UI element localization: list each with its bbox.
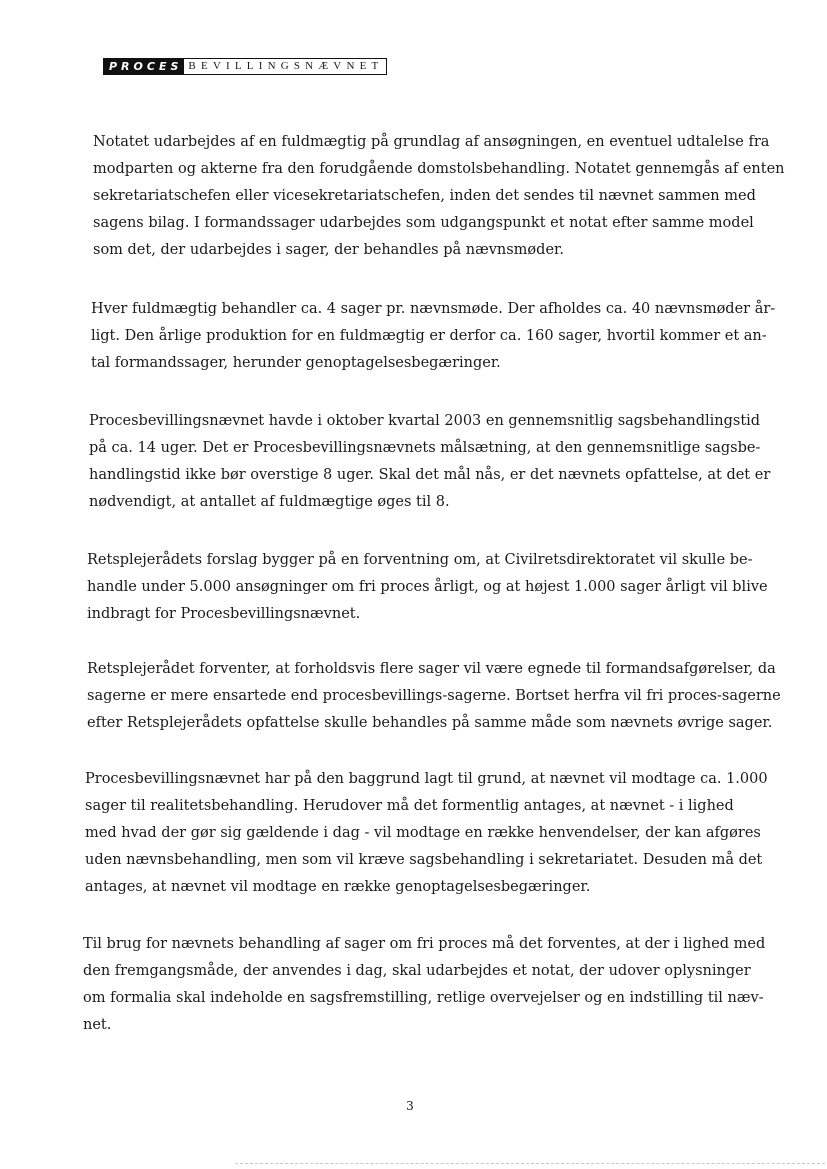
- text-line: Procesbevillingsnævnet havde i oktober kvartal 2003 en gennemsnitlig sagsbehandlingstid: [89, 413, 761, 429]
- scan-artifact-line: [235, 1163, 825, 1164]
- paragraph-sagsbehandlingstid: [89, 408, 770, 516]
- text-line: om formalia skal indeholde en sagsfremstilling, retlige overvejelser og en indstilling til næv-: [83, 990, 764, 1006]
- text-line: den fremgangsmåde, der anvendes i dag, skal udarbejdes et notat, der udover oplysninger: [83, 963, 751, 979]
- paragraph-notat-requirements: [83, 931, 765, 1039]
- text-line: Notatet udarbejdes af en fuldmægtig på grundlag af ansøgningen, en eventuel udtalelse fra: [93, 134, 770, 150]
- text-line: sager til realitetsbehandling. Herudover må det formentlig antages, at nævnet - i lighed: [85, 798, 734, 814]
- text-line: handle under 5.000 ansøgninger om fri proces årligt, og at højest 1.000 sager årligt vil blive: [87, 579, 768, 595]
- text-line: Retsplejerådets forslag bygger på en forventning om, at Civilretsdirektoratet vil skulle be-: [87, 552, 753, 568]
- text-line: tal formandssager, herunder genoptagelsesbegæringer.: [91, 355, 501, 371]
- text-line: nødvendigt, at antallet af fuldmægtige øges til 8.: [89, 494, 450, 510]
- text-line: Procesbevillingsnævnet har på den baggrund lagt til grund, at nævnet vil modtage ca. 1.000: [85, 771, 768, 787]
- paragraph-formandsafgoerelser: [87, 656, 781, 737]
- text-line: antages, at nævnet vil modtage en række genoptagelsesbegæringer.: [85, 879, 591, 895]
- paragraph-fuldmaegtig-production: [91, 296, 775, 377]
- text-line: modparten og akterne fra den forudgående domstolsbehandling. Notatet gennemgås af enten: [93, 161, 785, 177]
- text-line: sekretariatschefen eller vicesekretariatschefen, inden det sendes til nævnet sammen med: [93, 188, 756, 204]
- text-line: handlingstid ikke bør overstige 8 uger. Skal det mål nås, er det nævnets opfattelse, at det er: [89, 467, 771, 483]
- text-line: ligt. Den årlige produktion for en fuldmægtig er derfor ca. 160 sager, hvortil kommer et an-: [91, 328, 767, 344]
- proces-logo: PROCES: [103, 58, 184, 75]
- text-line: på ca. 14 uger. Det er Procesbevillingsnævnets målsætning, at den gennemsnitlige sagsbe-: [89, 440, 761, 456]
- text-line: Hver fuldmægtig behandler ca. 4 sager pr. nævnsmøde. Der afholdes ca. 40 nævnsmøder år-: [91, 301, 776, 317]
- text-line: sagens bilag. I formandssager udarbejdes som udgangspunkt et notat efter samme model: [93, 215, 754, 231]
- text-line: med hvad der gør sig gældende i dag - vil modtage en række henvendelser, der kan afgøres: [85, 825, 761, 841]
- text-line: som det, der udarbejdes i sager, der behandles på nævnsmøder.: [93, 242, 564, 258]
- text-line: net.: [83, 1017, 112, 1033]
- text-line: Retsplejerådet forventer, at forholdsvis flere sager vil være egnede til formandsafgørelser, da: [87, 661, 776, 677]
- paragraph-realitetsbehandling: [85, 766, 768, 901]
- paragraph-retsplejeraad-forslag: [87, 547, 768, 628]
- page-number: 3: [406, 1099, 414, 1113]
- text-line: efter Retsplejerådets opfattelse skulle behandles på samme måde som nævnets øvrige sager.: [87, 715, 773, 731]
- paragraph-notat-preparation: [93, 129, 785, 264]
- text-line: sagerne er mere ensartede end procesbevillings-sagerne. Bortset herfra vil fri proces-sagerne: [87, 688, 781, 704]
- letterhead: [103, 58, 387, 75]
- text-line: Til brug for nævnets behandling af sager om fri proces må det forventes, at der i lighed med: [83, 936, 766, 952]
- text-line: uden nævnsbehandling, men som vil kræve sagsbehandling i sekretariatet. Desuden må det: [85, 852, 763, 868]
- text-line: indbragt for Procesbevillingsnævnet.: [87, 606, 361, 622]
- letterhead-title: BEVILLINGSNÆVNET: [184, 58, 387, 75]
